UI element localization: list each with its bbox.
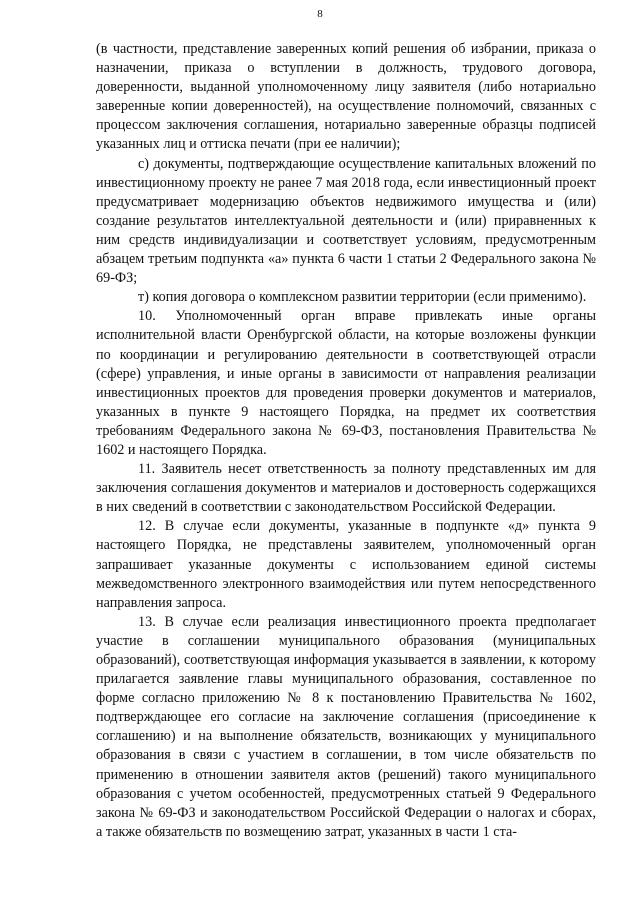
paragraph-item-10: 10. Уполномоченный орган вправе привлекать иные органы исполнительной власти Оренбургской области, на которые возложены функции по координации и регулированию деятельности в соответствующей отрасли (сфере) управления, и иные органы в зависимости от направления реализации инвестиционных проектов для проведения проверки документов и материалов, указанных в пункте 9 настоящего Порядка, на предмет их соответствия требованиям Федерального закона № 69-ФЗ, постановления Правительства № 1602 и настоящего Порядка. — [96, 308, 596, 458]
paragraph-item-11: 11. Заявитель несет ответственность за полноту представленных им для заключения соглашения документов и материалов и достоверность содержащихся в них сведений в соответствии с законодательством Российской Федерации. — [96, 461, 596, 516]
document-body — [96, 40, 596, 842]
page-number: 8 — [317, 8, 323, 20]
paragraph-item-12: 12. В случае если документы, указанные в подпункте «д» пункта 9 настоящего Порядка, не представлены заявителем, уполномоченный орган запрашивает указанные документы с использованием единой системы межведомственного электронного взаимодействия или путем непосредственного направления запроса. — [96, 518, 596, 611]
paragraph-item-13: 13. В случае если реализация инвестиционного проекта предполагает участие в соглашении муниципального образования (муниципальных образований), соответствующая информация указывается в заявлении, к которому прилагается заявление главы муниципального образования, составленное по форме согласно приложению № 8 к постановлению Правительства № 1602, подтверждающее его согласие на заключение соглашения (присоединение к соглашению) и на выполнение обязательств, возникающих у муниципального образования в связи с участием в соглашении, в том числе обязательств по применению в отношении заявителя актов (решений) такого муниципального образования с учетом особенностей, предусмотренных статьей 9 Федерального закона № 69-ФЗ и законодательством Российской Федерации о налогах и сборах, а также обязательств по возмещению затрат, указанных в части 1 ста- — [96, 613, 596, 840]
paragraph-subitem-t: т) копия договора о комплексном развитии территории (если применимо). — [138, 289, 587, 306]
paragraph-subitem-c: с) документы, подтверждающие осуществление капитальных вложений по инвестиционному проекту не ранее 7 мая 2018 года, если инвестиционный проект предусматривает модернизацию объектов недвижимого имущества и (или) создание результатов интеллектуальной деятельности и (или) приравненных к ним средств индивидуализации и соответствует условиям, предусмотренным абзацем третьим подпункта «а» пункта 6 части 1 статьи 2 Федерального закона № 69-ФЗ; — [96, 155, 596, 287]
paragraph-continuation: (в частности, представление заверенных копий решения об избрании, приказа о назначении, приказа о вступлении в должность, трудового договора, доверенности, выданной уполномоченному лицу заявителя (либо нотариально заверенные копии доверенностей), на осуществление полномочий, связанных с процессом заключения соглашения, нотариально заверенные образцы подписей указанных лиц и оттиска печати (при ее наличии); — [96, 41, 596, 153]
